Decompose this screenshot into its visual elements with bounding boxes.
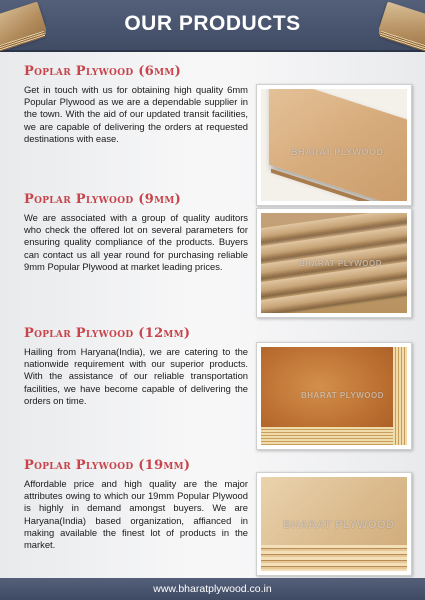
watermark: BHARAT PLYWOOD bbox=[301, 391, 384, 400]
product-description: Get in touch with us for obtaining high quality 6mm Popular Plywood as we are a dependable supplier in the town. With the aid of our updated transit facilities, we are capable of delivering the orders at requested destinations with ease. bbox=[24, 84, 248, 144]
watermark: BHARAT PLYWOOD bbox=[291, 147, 384, 157]
page-title: OUR PRODUCTS bbox=[124, 12, 301, 35]
product-photo bbox=[256, 208, 412, 318]
product-title: Poplar Plywood (9mm) bbox=[24, 192, 182, 207]
footer-website: www.bharatplywood.co.in bbox=[153, 583, 272, 595]
product-photo bbox=[256, 342, 412, 450]
product-description: Affordable price and high quality are the major attributes owing to which our 19mm Popular Plywood is highly in demand amongst buyers. We are Haryana(India) based organization, affianced in making available the finest lot of products in the market. bbox=[24, 478, 248, 551]
watermark: BHARAT PLYWOOD bbox=[283, 519, 395, 531]
product-section-9mm bbox=[0, 192, 425, 312]
product-description: Hailing from Haryana(India), we are catering to the nationwide requirement with our superior products. With the assistance of our reliable transportation facilities, we have become capable of delivering the orders on time. bbox=[24, 346, 248, 406]
product-photo bbox=[256, 472, 412, 576]
product-section-12mm bbox=[0, 326, 425, 446]
watermark: BHARAT PLYWOOD bbox=[299, 259, 382, 268]
product-title: Poplar Plywood (6mm) bbox=[24, 64, 182, 79]
product-description: We are associated with a group of quality auditors who check the offered lot on several parameters for ensuring quality compliance of the products. Buyers can contact us all year round for purchasing reliable 9mm Popular Plywood at market leading prices. bbox=[24, 212, 248, 272]
product-title: Poplar Plywood (12mm) bbox=[24, 326, 191, 341]
footer-band bbox=[0, 578, 425, 600]
product-photo bbox=[256, 84, 412, 206]
product-section-19mm bbox=[0, 458, 425, 578]
product-section-6mm bbox=[0, 64, 425, 184]
product-title: Poplar Plywood (19mm) bbox=[24, 458, 191, 473]
